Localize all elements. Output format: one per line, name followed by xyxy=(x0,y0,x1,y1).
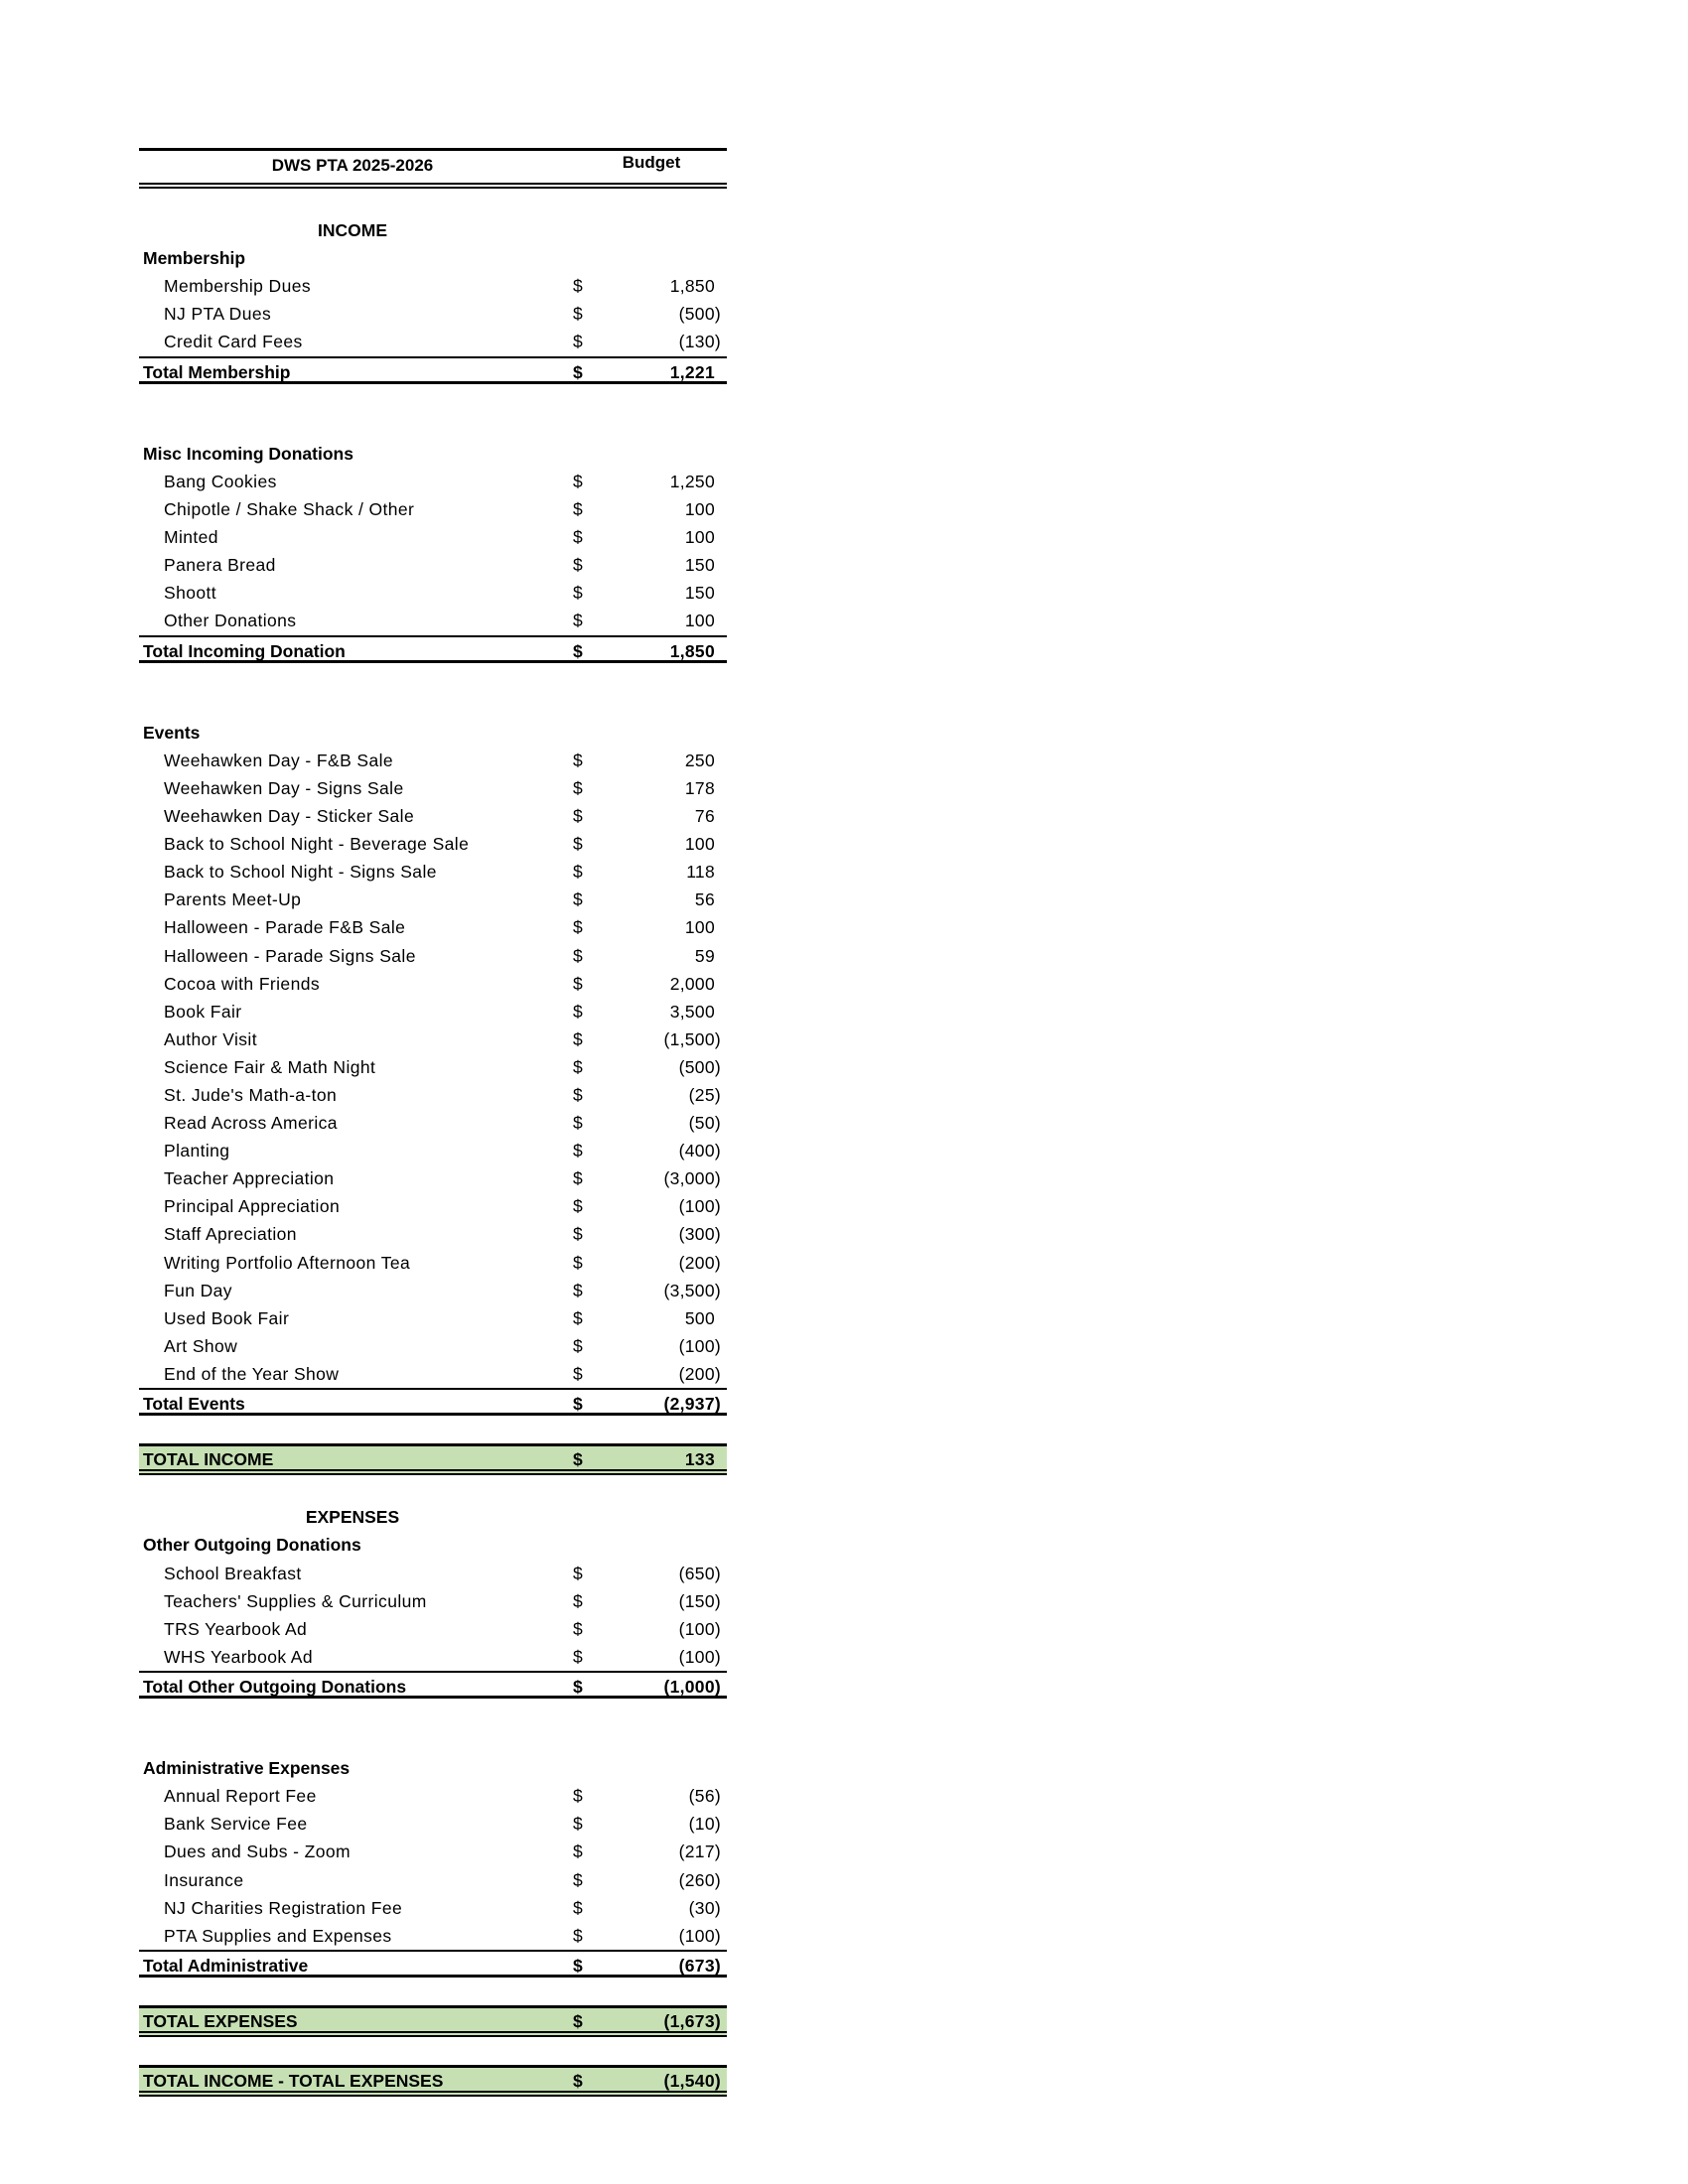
line-item-value: 3,500 xyxy=(669,1001,715,1022)
section-heading-label: Misc Incoming Donations xyxy=(143,443,353,464)
currency-symbol: $ xyxy=(573,1056,583,1077)
line-item xyxy=(139,1304,727,1332)
line-item-label: Science Fair & Math Night xyxy=(164,1056,376,1077)
line-item xyxy=(139,1332,727,1360)
line-item xyxy=(139,1560,727,1587)
currency-symbol: $ xyxy=(573,276,583,297)
budget-column-header: Budget xyxy=(622,153,681,172)
section-total-value: (2,937) xyxy=(663,1394,721,1415)
currency-symbol: $ xyxy=(573,1168,583,1189)
line-item-label: Bang Cookies xyxy=(164,471,277,491)
line-item xyxy=(139,1220,727,1248)
section-heading-label: Administrative Expenses xyxy=(143,1758,351,1779)
blank-row xyxy=(139,691,727,719)
currency-symbol: $ xyxy=(573,1141,583,1161)
currency-symbol: $ xyxy=(573,862,583,883)
line-item xyxy=(139,523,727,551)
line-item-label: NJ PTA Dues xyxy=(164,304,272,325)
line-item-value: (150) xyxy=(678,1590,721,1611)
blank-row xyxy=(139,189,727,216)
currency-symbol: $ xyxy=(573,806,583,827)
line-item xyxy=(139,1277,727,1304)
line-item-value: (30) xyxy=(688,1897,721,1918)
line-item-value: 118 xyxy=(686,862,715,883)
currency-symbol: $ xyxy=(573,1028,583,1049)
currency-symbol: $ xyxy=(573,527,583,548)
line-item-label: Credit Card Fees xyxy=(164,332,303,352)
line-item xyxy=(139,1025,727,1053)
line-item-value: (300) xyxy=(678,1224,721,1245)
line-item xyxy=(139,579,727,607)
currency-symbol: $ xyxy=(573,471,583,491)
line-item-value: (500) xyxy=(678,304,721,325)
line-item-value: (56) xyxy=(688,1786,721,1807)
expenses-heading xyxy=(139,1503,727,1531)
section-heading-label: Other Outgoing Donations xyxy=(143,1535,361,1556)
line-item-value: (100) xyxy=(678,1646,721,1667)
line-item xyxy=(139,1810,727,1838)
line-item-label: Back to School Night - Beverage Sale xyxy=(164,834,470,855)
section-total-value: 1,221 xyxy=(669,361,715,382)
currency-symbol: $ xyxy=(573,1363,583,1384)
section-heading-label: Membership xyxy=(143,248,246,269)
section-heading xyxy=(139,1754,727,1782)
line-item xyxy=(139,272,727,300)
line-item-value: 100 xyxy=(684,527,715,548)
currency-symbol: $ xyxy=(573,834,583,855)
line-item-label: Chipotle / Shake Shack / Other xyxy=(164,499,415,520)
line-item-value: 100 xyxy=(684,834,715,855)
line-item xyxy=(139,1922,727,1950)
section-total-label: Total Membership xyxy=(143,361,291,382)
income-heading xyxy=(139,216,727,244)
currency-symbol: $ xyxy=(573,1676,583,1697)
line-item-label: PTA Supplies and Expenses xyxy=(164,1925,392,1946)
line-item-label: Halloween - Parade Signs Sale xyxy=(164,945,416,966)
line-item-label: Principal Appreciation xyxy=(164,1196,341,1217)
line-item-label: Dues and Subs - Zoom xyxy=(164,1842,351,1862)
budget-sheet xyxy=(139,148,727,2097)
currency-symbol: $ xyxy=(573,640,583,661)
section-heading-label: Events xyxy=(143,722,201,743)
line-item xyxy=(139,1360,727,1388)
currency-symbol: $ xyxy=(573,499,583,520)
line-item-label: Teachers' Supplies & Curriculum xyxy=(164,1590,427,1611)
line-item-label: Weehawken Day - Signs Sale xyxy=(164,777,404,798)
blank-row xyxy=(139,412,727,440)
line-item-label: Bank Service Fee xyxy=(164,1814,308,1835)
line-item xyxy=(139,802,727,830)
line-item-label: Other Donations xyxy=(164,611,297,631)
currency-symbol: $ xyxy=(573,2011,583,2031)
line-item-label: Shoott xyxy=(164,583,216,604)
section-total-label: Total Administrative xyxy=(143,1955,309,1976)
net-total xyxy=(139,2065,727,2097)
currency-symbol: $ xyxy=(573,361,583,382)
line-item-label: Panera Bread xyxy=(164,555,276,576)
line-item-label: Cocoa with Friends xyxy=(164,973,320,994)
line-item xyxy=(139,551,727,579)
line-item xyxy=(139,886,727,913)
line-item-value: (200) xyxy=(678,1363,721,1384)
line-item-label: Used Book Fair xyxy=(164,1307,290,1328)
currency-symbol: $ xyxy=(573,1449,583,1470)
currency-symbol: $ xyxy=(573,1590,583,1611)
net-total-label: TOTAL INCOME - TOTAL EXPENSES xyxy=(143,2071,444,2092)
section-total xyxy=(139,1388,727,1416)
section-total-value: 1,850 xyxy=(669,640,715,661)
line-item xyxy=(139,1192,727,1220)
line-item xyxy=(139,830,727,858)
line-item-value: 250 xyxy=(684,750,715,770)
income-heading-label: INCOME xyxy=(318,220,387,241)
currency-symbol: $ xyxy=(573,1842,583,1862)
section-total xyxy=(139,635,727,663)
line-item xyxy=(139,1137,727,1164)
line-item xyxy=(139,1164,727,1192)
line-item-value: (130) xyxy=(678,332,721,352)
line-item-label: Read Across America xyxy=(164,1113,338,1134)
currency-symbol: $ xyxy=(573,1563,583,1583)
line-item xyxy=(139,942,727,970)
currency-symbol: $ xyxy=(573,1113,583,1134)
currency-symbol: $ xyxy=(573,583,583,604)
section-heading xyxy=(139,1531,727,1559)
line-item-value: 1,850 xyxy=(669,276,715,297)
line-item-value: 100 xyxy=(684,499,715,520)
line-item xyxy=(139,913,727,941)
currency-symbol: $ xyxy=(573,1925,583,1946)
line-item-value: (100) xyxy=(678,1196,721,1217)
currency-symbol: $ xyxy=(573,555,583,576)
line-item-value: 150 xyxy=(684,555,715,576)
line-item xyxy=(139,1081,727,1109)
line-item-value: 56 xyxy=(694,889,715,910)
line-item-label: School Breakfast xyxy=(164,1563,302,1583)
line-item xyxy=(139,1587,727,1615)
currency-symbol: $ xyxy=(573,1224,583,1245)
line-item-value: 100 xyxy=(684,917,715,938)
line-item-value: 178 xyxy=(684,777,715,798)
expenses-heading-label: EXPENSES xyxy=(305,1507,400,1528)
line-item-value: 100 xyxy=(684,611,715,631)
line-item-value: 2,000 xyxy=(669,973,715,994)
income-grand-total xyxy=(139,1443,727,1475)
line-item-label: NJ Charities Registration Fee xyxy=(164,1897,403,1918)
blank-row xyxy=(139,1416,727,1443)
line-item-label: Back to School Night - Signs Sale xyxy=(164,862,437,883)
line-item-label: Art Show xyxy=(164,1335,238,1356)
line-item-value: 59 xyxy=(694,945,715,966)
line-item xyxy=(139,1866,727,1894)
line-item xyxy=(139,1838,727,1865)
expenses-grand-total-label: TOTAL EXPENSES xyxy=(143,2011,298,2031)
line-item xyxy=(139,970,727,998)
line-item-label: St. Jude's Math-a-ton xyxy=(164,1085,338,1105)
line-item-label: Insurance xyxy=(164,1869,244,1890)
currency-symbol: $ xyxy=(573,1307,583,1328)
line-item-label: Membership Dues xyxy=(164,276,311,297)
line-item-value: (1,500) xyxy=(663,1028,721,1049)
line-item-value: 150 xyxy=(684,583,715,604)
currency-symbol: $ xyxy=(573,1001,583,1022)
section-total xyxy=(139,1950,727,1978)
line-item-label: TRS Yearbook Ad xyxy=(164,1618,308,1639)
currency-symbol: $ xyxy=(573,1252,583,1273)
currency-symbol: $ xyxy=(573,1869,583,1890)
line-item-label: Parents Meet-Up xyxy=(164,889,302,910)
net-total-value: (1,540) xyxy=(663,2071,721,2092)
line-item-value: (50) xyxy=(688,1113,721,1134)
line-item-label: Halloween - Parade F&B Sale xyxy=(164,917,406,938)
line-item-value: (217) xyxy=(678,1842,721,1862)
line-item-label: End of the Year Show xyxy=(164,1363,340,1384)
line-item xyxy=(139,858,727,886)
section-total-label: Total Incoming Donation xyxy=(143,640,346,661)
line-item xyxy=(139,1615,727,1643)
line-item xyxy=(139,1053,727,1081)
line-item-label: Writing Portfolio Afternoon Tea xyxy=(164,1252,411,1273)
line-item-value: (500) xyxy=(678,1056,721,1077)
line-item-label: Weehawken Day - Sticker Sale xyxy=(164,806,415,827)
line-item xyxy=(139,495,727,523)
line-item xyxy=(139,607,727,634)
section-heading xyxy=(139,719,727,747)
line-item-value: (100) xyxy=(678,1335,721,1356)
line-item-value: (400) xyxy=(678,1141,721,1161)
line-item-label: Annual Report Fee xyxy=(164,1786,317,1807)
section-total xyxy=(139,356,727,384)
line-item-value: 1,250 xyxy=(669,471,715,491)
line-item xyxy=(139,468,727,495)
currency-symbol: $ xyxy=(573,1618,583,1639)
currency-symbol: $ xyxy=(573,973,583,994)
currency-symbol: $ xyxy=(573,777,583,798)
section-total-label: Total Events xyxy=(143,1394,245,1415)
line-item xyxy=(139,1643,727,1671)
line-item-value: (100) xyxy=(678,1618,721,1639)
income-grand-total-label: TOTAL INCOME xyxy=(143,1449,274,1470)
line-item-value: (3,000) xyxy=(663,1168,721,1189)
section-total-value: (1,000) xyxy=(663,1676,721,1697)
section-heading xyxy=(139,244,727,272)
currency-symbol: $ xyxy=(573,1814,583,1835)
currency-symbol: $ xyxy=(573,1085,583,1105)
line-item-value: (3,500) xyxy=(663,1280,721,1300)
currency-symbol: $ xyxy=(573,611,583,631)
line-item-label: Planting xyxy=(164,1141,230,1161)
line-item-label: Book Fair xyxy=(164,1001,242,1022)
currency-symbol: $ xyxy=(573,2071,583,2092)
section-total-value: (673) xyxy=(678,1955,721,1976)
currency-symbol: $ xyxy=(573,1786,583,1807)
income-grand-total-value: 133 xyxy=(684,1449,715,1470)
line-item-label: Minted xyxy=(164,527,218,548)
sheet-title: DWS PTA 2025-2026 xyxy=(271,156,434,175)
line-item-value: (200) xyxy=(678,1252,721,1273)
line-item-value: 500 xyxy=(684,1307,715,1328)
currency-symbol: $ xyxy=(573,917,583,938)
currency-symbol: $ xyxy=(573,1196,583,1217)
blank-row xyxy=(139,1475,727,1503)
line-item-label: WHS Yearbook Ad xyxy=(164,1646,313,1667)
currency-symbol: $ xyxy=(573,1335,583,1356)
line-item xyxy=(139,1249,727,1277)
currency-symbol: $ xyxy=(573,1280,583,1300)
header-row xyxy=(139,148,727,189)
line-item-label: Author Visit xyxy=(164,1028,257,1049)
currency-symbol: $ xyxy=(573,304,583,325)
expenses-grand-total-value: (1,673) xyxy=(663,2011,721,2031)
currency-symbol: $ xyxy=(573,332,583,352)
line-item-label: Staff Apreciation xyxy=(164,1224,297,1245)
line-item-value: (25) xyxy=(688,1085,721,1105)
section-heading xyxy=(139,440,727,468)
line-item-label: Fun Day xyxy=(164,1280,232,1300)
line-item-value: (10) xyxy=(688,1814,721,1835)
line-item xyxy=(139,328,727,355)
line-item xyxy=(139,1782,727,1810)
line-item-label: Weehawken Day - F&B Sale xyxy=(164,750,394,770)
line-item xyxy=(139,998,727,1025)
blank-row xyxy=(139,1978,727,2005)
line-item-value: 76 xyxy=(694,806,715,827)
currency-symbol: $ xyxy=(573,945,583,966)
line-item xyxy=(139,747,727,774)
currency-symbol: $ xyxy=(573,889,583,910)
line-item-value: (100) xyxy=(678,1925,721,1946)
currency-symbol: $ xyxy=(573,750,583,770)
line-item-label: Teacher Appreciation xyxy=(164,1168,335,1189)
line-item xyxy=(139,774,727,802)
blank-row xyxy=(139,663,727,691)
line-item-value: (260) xyxy=(678,1869,721,1890)
blank-row xyxy=(139,384,727,412)
currency-symbol: $ xyxy=(573,1646,583,1667)
line-item xyxy=(139,300,727,328)
line-item xyxy=(139,1109,727,1137)
section-total xyxy=(139,1671,727,1699)
blank-row xyxy=(139,1699,727,1726)
line-item-value: (650) xyxy=(678,1563,721,1583)
blank-row xyxy=(139,1726,727,1754)
currency-symbol: $ xyxy=(573,1897,583,1918)
expenses-grand-total xyxy=(139,2005,727,2037)
currency-symbol: $ xyxy=(573,1955,583,1976)
currency-symbol: $ xyxy=(573,1394,583,1415)
section-total-label: Total Other Outgoing Donations xyxy=(143,1676,407,1697)
line-item xyxy=(139,1894,727,1922)
blank-row xyxy=(139,2037,727,2065)
